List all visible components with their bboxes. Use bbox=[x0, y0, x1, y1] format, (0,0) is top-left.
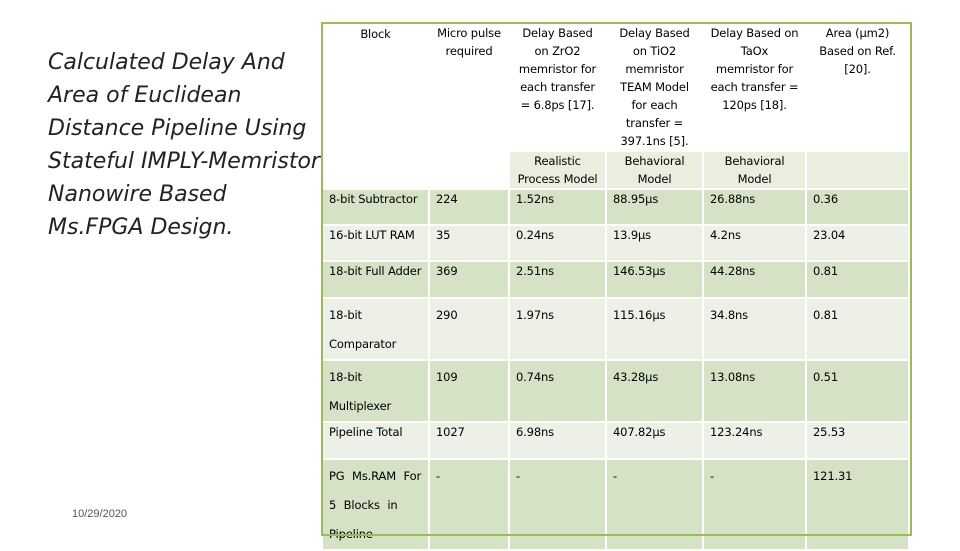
slide-title: Calculated Delay And Area of Euclidean Distance Pipeline Using Stateful IMPLY-Memristor Nanowire Based Ms.FPGA Design. bbox=[48, 50, 320, 240]
taox-delay-cell: - bbox=[703, 459, 806, 550]
area-cell: 0.51 bbox=[806, 360, 909, 422]
micro-pulse-cell: 35 bbox=[429, 225, 509, 261]
header-sub-tio2-model: Behavioral Model bbox=[606, 151, 703, 189]
table-row bbox=[322, 422, 909, 459]
header-sub-taox-model: Behavioral Model bbox=[703, 151, 806, 189]
area-cell: 25.53 bbox=[806, 422, 909, 459]
zro2-delay-cell: 1.52ns bbox=[509, 189, 606, 225]
zro2-delay-cell: 1.97ns bbox=[509, 298, 606, 360]
taox-delay-cell: 13.08ns bbox=[703, 360, 806, 422]
header-sub-zro2-model: Realistic Process Model bbox=[509, 151, 606, 189]
header-tio2-delay: Delay Based on TiO2 memristor TEAM Model for each transfer = 397.1ns [5]. bbox=[606, 23, 703, 151]
area-cell: 23.04 bbox=[806, 225, 909, 261]
table-row bbox=[322, 298, 909, 360]
table-row bbox=[322, 360, 909, 422]
zro2-delay-cell: 2.51ns bbox=[509, 261, 606, 298]
tio2-delay-cell: - bbox=[606, 459, 703, 550]
block-cell: 16-bit LUT RAM bbox=[322, 225, 429, 261]
micro-pulse-cell: 1027 bbox=[429, 422, 509, 459]
zro2-delay-cell: - bbox=[509, 459, 606, 550]
tio2-delay-cell: 115.16µs bbox=[606, 298, 703, 360]
tio2-delay-cell: 13.9µs bbox=[606, 225, 703, 261]
header-sub-block bbox=[322, 151, 429, 189]
block-cell: 18-bit Multiplexer bbox=[322, 360, 429, 422]
slide-date: 10/29/2020 bbox=[72, 508, 128, 520]
tio2-delay-cell: 88.95µs bbox=[606, 189, 703, 225]
area-cell: 0.81 bbox=[806, 261, 909, 298]
block-cell: 18-bit Full Adder bbox=[322, 261, 429, 298]
tio2-delay-cell: 407.82µs bbox=[606, 422, 703, 459]
area-cell: 121.31 bbox=[806, 459, 909, 550]
block-cell: 8-bit Subtractor bbox=[322, 189, 429, 225]
zro2-delay-cell: 0.24ns bbox=[509, 225, 606, 261]
taox-delay-cell: 26.88ns bbox=[703, 189, 806, 225]
header-taox-delay: Delay Based on TaOx memristor for each transfer = 120ps [18]. bbox=[703, 23, 806, 151]
micro-pulse-cell: 290 bbox=[429, 298, 509, 360]
micro-pulse-cell: 224 bbox=[429, 189, 509, 225]
tio2-delay-cell: 146.53µs bbox=[606, 261, 703, 298]
header-area: Area (µm2) Based on Ref. [20]. bbox=[806, 23, 909, 151]
area-cell: 0.36 bbox=[806, 189, 909, 225]
zro2-delay-cell: 6.98ns bbox=[509, 422, 606, 459]
micro-pulse-cell: 109 bbox=[429, 360, 509, 422]
header-sub-micro-pulse bbox=[429, 151, 509, 189]
table-row bbox=[322, 261, 909, 298]
block-cell: Pipeline Total bbox=[322, 422, 429, 459]
table-row bbox=[322, 459, 909, 550]
taox-delay-cell: 34.8ns bbox=[703, 298, 806, 360]
micro-pulse-cell: 369 bbox=[429, 261, 509, 298]
tio2-delay-cell: 43.28µs bbox=[606, 360, 703, 422]
taox-delay-cell: 123.24ns bbox=[703, 422, 806, 459]
block-cell: PG Ms.RAM For 5 Blocks in Pipeline bbox=[322, 459, 429, 550]
header-sub-area bbox=[806, 151, 909, 189]
delay-area-table bbox=[321, 22, 910, 551]
header-block: Block bbox=[322, 23, 429, 151]
table-row bbox=[322, 225, 909, 261]
header-zro2-delay: Delay Based on ZrO2 memristor for each transfer = 6.8ps [17]. bbox=[509, 23, 606, 151]
area-cell: 0.81 bbox=[806, 298, 909, 360]
block-cell: 18-bit Comparator bbox=[322, 298, 429, 360]
table-row bbox=[322, 189, 909, 225]
micro-pulse-cell: - bbox=[429, 459, 509, 550]
taox-delay-cell: 44.28ns bbox=[703, 261, 806, 298]
taox-delay-cell: 4.2ns bbox=[703, 225, 806, 261]
zro2-delay-cell: 0.74ns bbox=[509, 360, 606, 422]
header-micro-pulse: Micro pulse required bbox=[429, 23, 509, 151]
